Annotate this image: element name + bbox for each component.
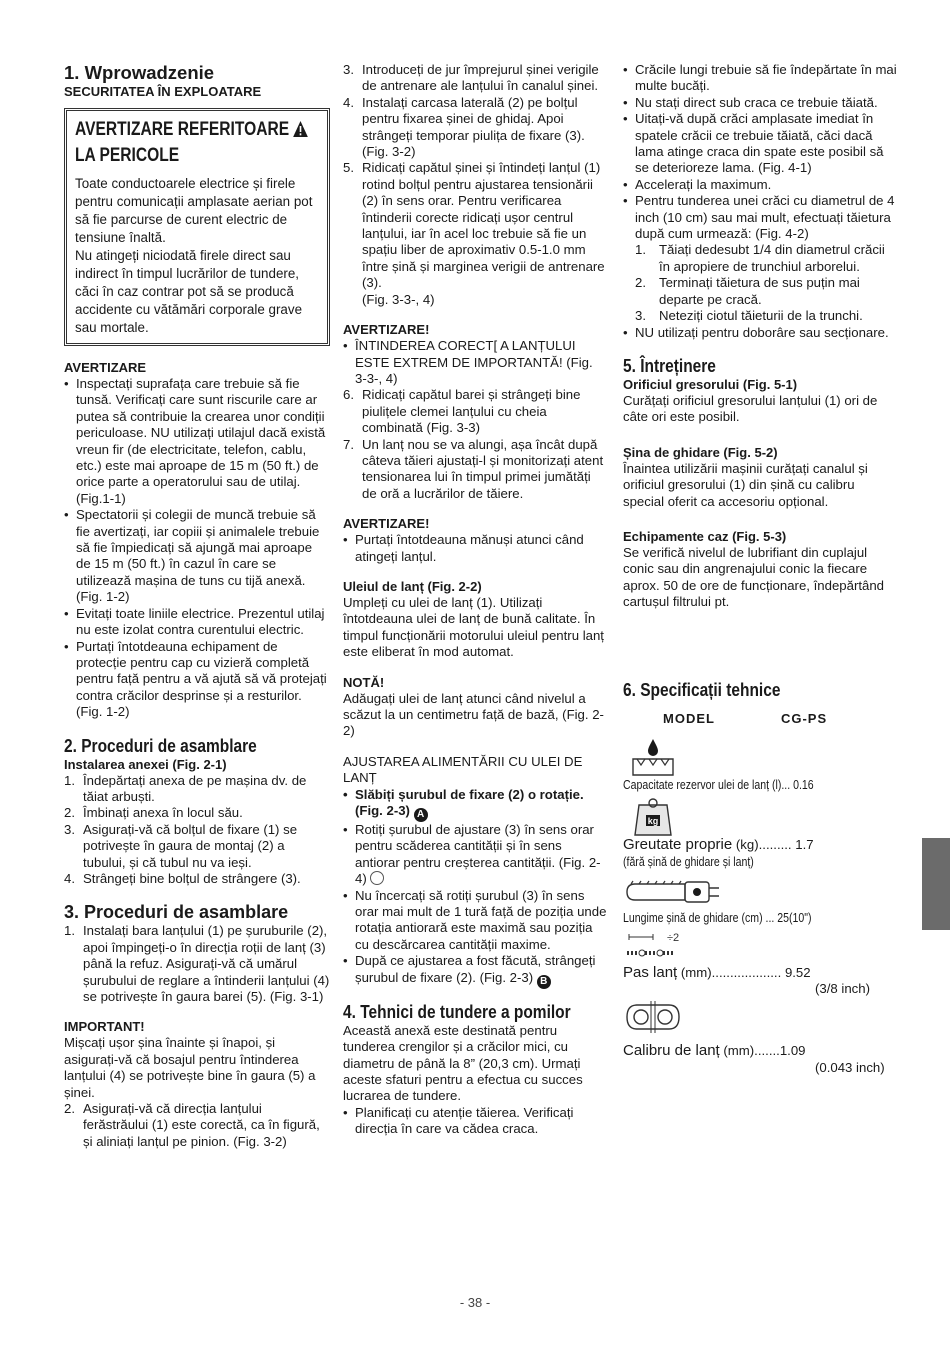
guide-bar-text: Înaintea utilizării mașinii curățați canalul și orificiul gresorului (1) din șină cu calibru special oferit ca accesoriu opțional.: [623, 460, 868, 509]
list-item: 2. Îmbinați anexa în locul său.: [64, 805, 243, 821]
weight-value: 1.7: [795, 837, 814, 853]
list-item: • Crăcile lungi trebuie să fie îndepărtate în mai multe bucăți.: [623, 62, 899, 95]
spec-chain-gauge: Calibru de lanț (mm).......1.09 (0.043 inch): [623, 997, 899, 1076]
pruning-tips-list-b: [623, 325, 899, 341]
chain-pitch-icon: [623, 931, 693, 965]
list-item: • Uitați-vă după crăci amplasate imediat în spatele crăcii ce trebuie tăiată, căci dacă lama atinge craca din spate este posibil să se deterioreze lama. (Fig. 4-1): [623, 111, 899, 177]
spec-header: [623, 711, 899, 727]
column-3: [623, 62, 899, 1076]
list-item: 3. Introduceți de jur împrejurul șinei verigile de antrenare ale lanțului în canalul șinei.: [343, 62, 599, 94]
figure-reference: (Fig. 3-3-, 4): [362, 291, 435, 307]
model-value: CG-PS: [780, 710, 828, 726]
oil-drop-icon: [623, 737, 683, 777]
section-2-subtitle: Instalarea anexei (Fig. 2-1): [64, 756, 227, 772]
section-1-title: 1. Wprowadzenie: [64, 62, 215, 83]
svg-text:kg: kg: [647, 816, 659, 827]
list-item: 3. Asigurați-vă că bolțul de fixare (1) se potrivește în gaura de montaj (2) a tubului, și că tubul nu va ieși.: [64, 821, 298, 870]
rotation-icon: [370, 871, 384, 885]
list-item: • Purtați întotdeauna mănuși atunci când atingeți lanțul.: [343, 532, 607, 565]
list-item: • Pentru tunderea unei crăci cu diametrul de 4 inch (10 cm) sau mai mult, efectuați tăietura după cum urmează: (Fig. 4-2): [623, 193, 899, 242]
column-1: [64, 62, 330, 1150]
spec-weight: kg Greutate proprie (kg)......... 1.7 (fără șină de ghidare și lanț): [623, 797, 899, 870]
weight-note: (fără șină de ghidare și lanț): [623, 853, 754, 869]
section-4-title: 4. Tehnici de tundere a pomilor: [343, 1001, 571, 1022]
warning-list: [343, 338, 607, 387]
list-item: 2. Terminați tăietura de sus puțin mai departe pe cracă.: [635, 275, 860, 307]
spec-oil-capacity: Capacitate rezervor ulei de lanț (l)... 0.16: [623, 737, 899, 793]
list-item: • Spectatorii și colegii de muncă trebuie să fie avertizați, iar copiii și animalele trebuie să fie împiedicați să ajungă mai aproape de 15 m (50 ft.) în cazul în care se utilizează mașina de tuns cu tijă anexă. (Fig. 1-2): [64, 507, 330, 605]
chain-pitch-value-inch: (3/8 inch): [815, 981, 870, 996]
assembly-steps-b: [343, 387, 607, 502]
cutting-steps: [623, 242, 899, 324]
warning-list: [64, 376, 330, 721]
warning-heading: AVERTIZARE: [64, 360, 147, 375]
section-2-list: [64, 773, 330, 888]
chain-gauge-icon: [623, 997, 683, 1039]
list-item: • NU utilizați pentru doborâre sau secționare.: [623, 325, 899, 341]
chain-gauge-value-inch: (0.043 inch): [815, 1059, 885, 1075]
guide-bar-heading: Șina de ghidare (Fig. 5-2): [623, 444, 778, 460]
section-3-list: [64, 923, 330, 1005]
loosen-screw-icon: A: [414, 808, 428, 822]
list-item: 1. Tăiați dedesubt 1/4 din diametrul crăcii în apropiere de trunchiul arborelui.: [635, 242, 885, 274]
chain-oil-heading: Uleiul de lanț (Fig. 2-2): [343, 578, 482, 594]
note-heading: NOTĂ!: [343, 674, 385, 690]
list-item: 2. Asigurați-vă că direcția lanțului ferăstrăului (1) este corectă, ca în figură, și aliniați lanțul pe pinion. (Fig. 3-2): [64, 1101, 320, 1149]
section-2-title: 2. Proceduri de asamblare: [64, 735, 257, 756]
list-item: • Accelerați la maximum.: [623, 177, 899, 193]
hazard-warning-title: AVERTIZARE REFERITOARE: [75, 117, 275, 143]
column-2: [343, 62, 607, 1138]
list-item: 4. Strângeți bine bolțul de strângere (3).: [64, 870, 301, 886]
hazard-warning-title-2: LA PERICOLE: [75, 145, 180, 166]
pruning-tips-list: [623, 62, 899, 242]
warning-heading: AVERTIZARE!: [343, 322, 430, 338]
warning-list: [343, 532, 607, 565]
list-item: • Planificați cu atenție tăierea. Verificați direcția în care va cădea craca.: [343, 1105, 607, 1138]
hazard-warning-text-1: Toate conductoarele electrice și firele pentru comunicații amplasate aerian pot să fie parcurse de curent electric de tensiune înaltă.: [75, 176, 313, 245]
important-text: Mișcați ușor șina înainte și înapoi, și asigurați-vă că bosajul pentru întinderea lanțului (4) se potrivește bine în gaura (5) a șinei.: [64, 1035, 316, 1100]
spec-bar-length: Lungime șină de ghidare (cm) ... 25(10"): [623, 874, 899, 926]
hazard-warning-box: [64, 108, 330, 346]
oil-hole-heading: Orificiul gresorului (Fig. 5-1): [623, 376, 798, 392]
oil-capacity-label: Capacitate rezervor ulei de lanț: [623, 776, 770, 792]
page-number: - 38 -: [459, 1295, 491, 1310]
list-item: • Purtați întotdeauna echipament de protecție pentru cap cu vizieră completă pentru față pentru a vă ajută să vă protejați contra crăcilor desprinse și a resturilor. (Fig. 1-2): [64, 639, 330, 721]
hazard-warning-text-2: Nu atingeți niciodată firele direct sau indirect în timpul lucrărilor de tundere, căci în caz contrar pot să se producă accidente cu vătămări corporale grave sau mortale.: [75, 248, 303, 335]
list-item: • Slăbiți șurubul de fixare (2) o rotație. (Fig. 2-3) A: [343, 787, 607, 822]
oil-hole-text: Curățați orificiul gresorului lanțului (1) ori de câte ori este posibil.: [623, 392, 878, 425]
bar-length-label: Lungime șină de ghidare: [623, 910, 739, 926]
weight-icon: [623, 797, 683, 837]
guide-bar-icon: [623, 874, 723, 910]
chain-pitch-value: 9.52: [784, 964, 811, 980]
model-label: MODEL: [663, 710, 715, 726]
spec-chain-pitch: ÷2 Pas lanț (mm)................... 9.52 (3/8 inch): [623, 931, 899, 998]
warning-heading: AVERTIZARE!: [343, 516, 430, 532]
list-item: • Inspectați suprafața care trebuie să fie tunsă. Verificați care sunt riscurile care ar putea să contribuie la crearea unor condiții periculoase. NU utilizați utilajul dacă există vreun fir (de electricitate, telefon, cablu, etc.) este mai aproape de 15 m (50 ft.) de orice parte a operatorului sau de utilaj. (Fig.1-1): [64, 376, 330, 507]
section-6-title: 6. Specificații tehnice: [623, 679, 781, 700]
section-3-title: 3. Proceduri de asamblare: [64, 902, 289, 923]
list-item: 3. Neteziți ciotul tăieturii de la trunchi.: [635, 308, 863, 324]
section-tab-marker: [922, 838, 950, 930]
list-item: 1. Îndepărtați anexa de pe mașina dv. de tăiat arbuști.: [64, 772, 307, 804]
warning-triangle-icon: [293, 121, 308, 137]
section-3-list-b: [64, 1101, 330, 1150]
chain-gauge-value: 1.09: [779, 1043, 806, 1059]
section-4-text: Această anexă este destinată pentru tunderea crengilor și a crăcilor mici, cu diametru de până la 8” (20,3 cm). Urmați aceste sfaturi pentru a efectua cu succes lucrarea de tundere.: [343, 1022, 583, 1104]
oil-adjust-heading: AJUSTAREA ALIMENTĂRII CU ULEI DE LANȚ: [343, 753, 583, 786]
list-item: 5. Ridicați capătul șinei și întindeți lanțul (1) rotind bolțul pentru ajustarea tensionării (2) în sens orar. Pentru verificarea întinderii corecte ridicați ușor centrul lanțului, iar în acel loc trebuie să fie un spațiu liber de aproximativ 0.5-1.0 mm între șină și marginea verigii de antrenare (3).: [343, 160, 605, 291]
list-item: • Nu încercați să rotiți șurubul (3) în sens orar mai mult de 1 tură față de poziția unde rotația antiorară este maximă sau poziția cu descărcarea cantității maxime.: [343, 888, 607, 954]
section-4-list: [343, 1105, 607, 1138]
chain-gauge-label: Calibru de lanț: [623, 1042, 720, 1060]
list-item: 6. Ridicați capătul barei și strângeți bine piulițele clemei lanțului cu cheia combinată (Fig. 3-3): [343, 387, 581, 436]
svg-text:÷2: ÷2: [667, 931, 680, 944]
list-item: • Nu stați direct sub craca ce trebuie tăiată.: [623, 95, 899, 111]
important-heading: IMPORTANT!: [64, 1019, 145, 1035]
gear-case-text: Se verifică nivelul de lubrifiant din cuplajul conic sau din angrenajului conic la fiecare aprox. 50 de ore de funcționare, îndepărtând cartușul filtrului pt.: [623, 544, 885, 610]
chain-oil-text: Umpleți cu ulei de lanț (1). Utilizați întotdeauna ulei de lanț de bună calitate. În timpul funcționării motorului uleiul pentru lanț este eliberat în mod automat.: [343, 594, 604, 660]
weight-label: Greutate proprie: [623, 836, 733, 854]
note-text: Adăugați ulei de lanț atunci când nivelul a scăzut la un centimetru față de bază, (Fig. 2-2): [343, 690, 604, 739]
bar-length-value: 25(10"): [777, 910, 812, 926]
section-1-subtitle: SECURITATEA ÎN EXPLOATARE: [64, 84, 262, 99]
gear-case-heading: Echipamente caz (Fig. 5-3): [623, 528, 787, 544]
section-5-title: 5. Întreținere: [623, 355, 716, 376]
chain-pitch-label: Pas lanț: [623, 963, 678, 981]
list-item: • După ce ajustarea a fost făcută, strângeți șurubul de fixare (2). (Fig. 2-3) B: [343, 953, 607, 988]
list-item: 7. Un lanț nou se va alungi, așa încât după câteva tăieri ajustați-l și monitorizați atent tensionarea lui în timpul primei jumătăți de oră a lucrărilor de tăiere.: [343, 436, 604, 501]
list-item: • Rotiți șurubul de ajustare (3) în sens orar pentru scăderea cantității și în sens antiorar pentru creșterea cantității. (Fig. 2-4): [343, 822, 607, 888]
list-item: • ÎNTINDEREA CORECT[ A LANȚULUI ESTE EXTREM DE IMPORTANTĂ! (Fig. 3-3-, 4): [343, 338, 607, 387]
list-item: 1. Instalați bara lanțului (1) pe șuruburile (2), apoi împingeți-o în direcția roții de lanț (3) până la refuz. Asigurați-vă că umărul șurubului de reglare a întinderii lanțului (4) se potrivește în gaura barei (5). (Fig. 3-1): [64, 923, 330, 1004]
list-item: • Evitați toate liniile electrice. Prezentul utilaj nu este izolat contra curentului electric.: [64, 606, 330, 639]
oil-capacity-value: 0.16: [793, 776, 814, 792]
assembly-steps: [343, 62, 607, 292]
list-item: 4. Instalați carcasa laterală (2) pe bolțul pentru fixarea șinei de ghidaj. Apoi strângeți temporar piulița de fixare (3). (Fig. 3-2): [343, 94, 585, 160]
oil-adjust-list: [343, 787, 607, 989]
tighten-screw-icon: B: [537, 975, 551, 989]
